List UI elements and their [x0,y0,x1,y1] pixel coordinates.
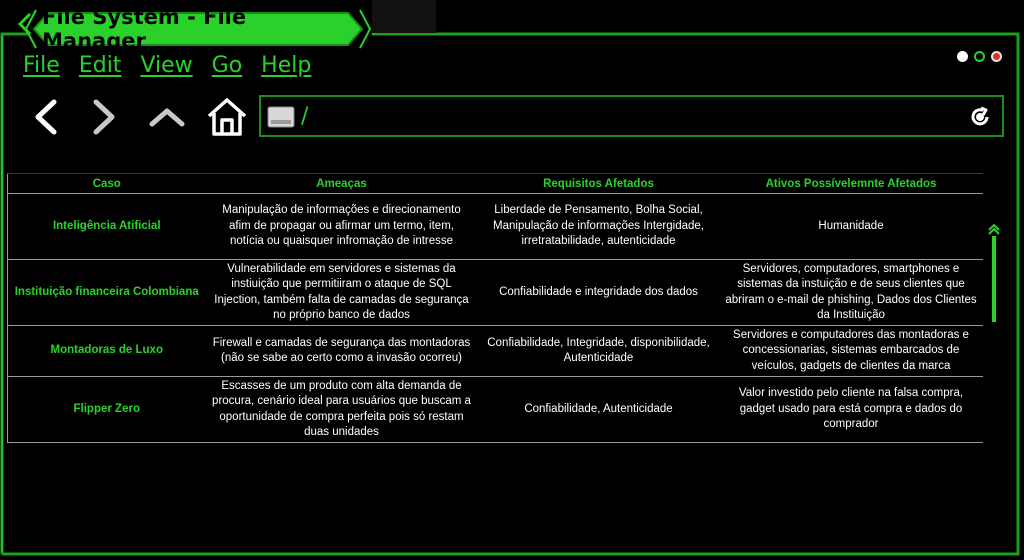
table-header-row [8,174,983,194]
cell-threats: Escasses de um produto com alta demanda de procura, cenário ideal para usuários que buscam a oportunidade de compra perfeita pois só restam duas unidades [206,377,478,443]
menu-help[interactable]: Help [261,53,312,78]
refresh-button[interactable] [968,105,992,129]
cell-case: Montadoras de Luxo [8,326,206,377]
cell-assets: Humanidade [720,194,983,260]
cell-case: Instituição financeira Colombiana [8,260,206,326]
address-bar[interactable] [259,95,1004,137]
cell-assets: Servidores, computadores, smartphones e sistemas da instuição e de seus clientes que abriram o e-mail de phishing, Dados dos Clientes da Instituição [720,260,983,326]
menu-go[interactable]: Go [211,53,243,78]
window-controls [957,51,1002,62]
table-row[interactable] [8,194,983,260]
window-title: File System - File Manager [42,5,247,53]
cell-requirements: Liberdade de Pensamento, Bolha Social, Manipulação de informações Intergidade, irretratabilidade, autenticidade [478,194,720,260]
drive-icon [267,106,295,128]
refresh-icon [973,108,987,124]
home-icon [209,100,245,134]
threats-table [7,173,983,443]
cell-threats: Manipulação de informações e direcionamento afim de propagar ou afirmar um termo, item, notícia ou quaisquer infromação de intresse [206,194,478,260]
column-header-requisitos[interactable]: Requisitos Afetados [478,174,720,194]
menu-file[interactable]: File [23,53,60,78]
cell-assets: Valor investido pelo cliente na falsa compra, gadget usado para está compra e dados do comprador [720,377,983,443]
cell-requirements: Confiabilidade, Autenticidade [478,377,720,443]
minimize-button[interactable] [957,51,968,62]
chevron-up-icon [152,111,182,124]
up-button[interactable] [146,96,188,138]
chevron-left-icon [38,102,54,132]
menu-bar [23,53,311,78]
column-header-ativos[interactable]: Ativos Possívelemnte Afetados [720,174,983,194]
cell-case: Inteligência Atificial [8,194,206,260]
table-row[interactable] [8,377,983,443]
maximize-button[interactable] [974,51,985,62]
column-header-ameacas[interactable]: Ameaças [206,174,478,194]
chevron-right-icon [96,102,112,132]
home-button[interactable] [206,96,248,138]
table-row[interactable] [8,326,983,377]
cell-case: Flipper Zero [8,377,206,443]
cell-requirements: Confiabilidade, Integridade, disponibilidade, Autenticidade [478,326,720,377]
menu-view[interactable]: View [140,53,193,78]
cell-threats: Vulnerabilidade em servidores e sistemas da instiuição que permitiiram o ataque de SQL Injection, também falta de camadas de segurança no próprio banco de dados [206,260,478,326]
cell-requirements: Confiabilidade e integridade dos dados [478,260,720,326]
address-path: / [301,104,309,129]
cell-threats: Firewall e camadas de segurança das montadoras (não se sabe ao certo como a invasão ocorreu) [206,326,478,377]
vertical-scrollbar[interactable] [987,222,1001,324]
close-button[interactable] [991,51,1002,62]
cell-assets: Servidores e computadores das montadoras e concessionarias, sistemas embarcados de veículos, gadgets de clientes da marca [720,326,983,377]
table-row[interactable] [8,260,983,326]
column-header-caso[interactable]: Caso [8,174,206,194]
back-button[interactable] [28,96,70,138]
menu-edit[interactable]: Edit [78,53,122,78]
forward-button[interactable] [82,96,124,138]
file-table-container [7,173,982,443]
